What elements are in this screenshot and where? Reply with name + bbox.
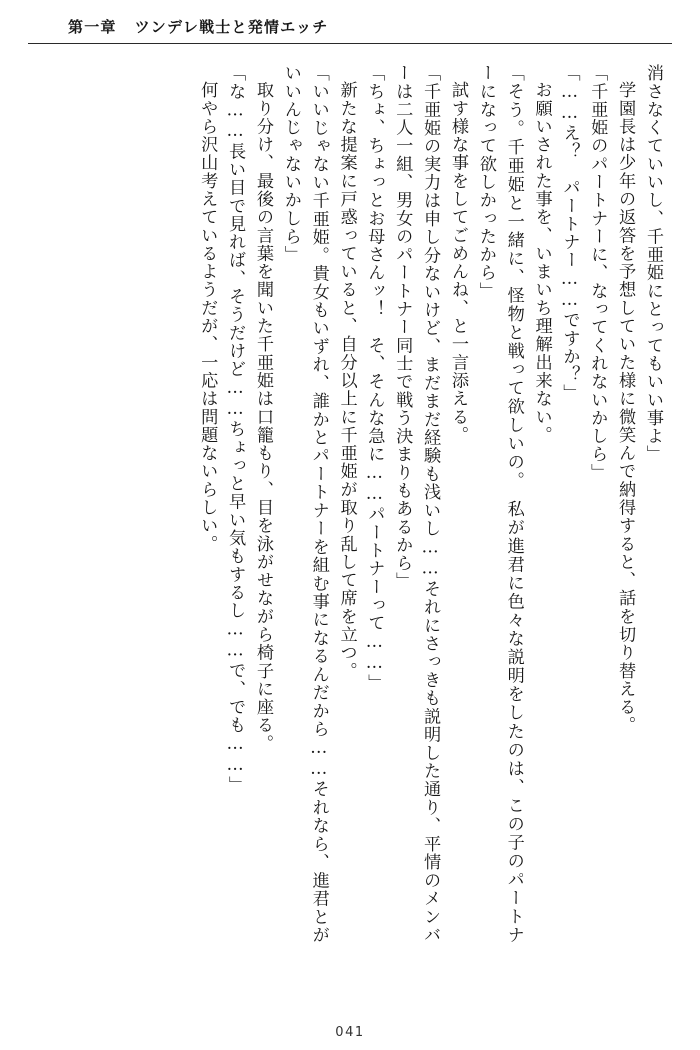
chapter-heading (68, 14, 672, 40)
paragraph: 新たな提案に戸惑っていると、自分以上に千亜姫が取り乱して席を立つ。 (336, 81, 357, 681)
paragraph: 何やら沢山考えているようだが、一応は問題ないらしい。 (197, 81, 218, 553)
paragraph: 学園長は少年の返答を予想していた様に微笑んで納得すると、話を切り替える。 (615, 81, 636, 735)
paragraph: 「いいじゃない千亜姫。貴女もいずれ、誰かとパートナーを組む事になるんだから……それなら、進君とがいいんじゃないかしら」 (280, 64, 329, 944)
paragraph: 「……え？ パートナー……ですか？」 (559, 64, 580, 402)
paragraph: 取り分け、最後の言葉を聞いた千亜姫は口籠もり、目を泳がせながら椅子に座る。 (252, 81, 273, 753)
paragraph: お願いされた事を、いまいち理解出来ない。 (531, 81, 552, 445)
paragraph: 「ちょ、ちょっとお母さんッ！ そ、そんな急に……パートナーって……」 (364, 64, 385, 693)
paragraph: 「な……長い目で見れば、そうだけど……ちょっと早い気もするし……で、でも……」 (225, 64, 246, 795)
page-number: 041 (335, 1025, 365, 1040)
chapter-title: ツンデレ戦士と発情エッチ (134, 18, 329, 36)
chapter-label: 第一章 (68, 18, 117, 36)
page-body (28, 58, 672, 1010)
page-footer (28, 1010, 672, 1040)
paragraph: 「千亜姫のパートナーに、なってくれないかしら」 (587, 64, 608, 482)
paragraph: 試す様な事をしてごめんね、と一言添える。 (447, 81, 468, 445)
paragraph: 「そう。千亜姫と一緒に、怪物と戦って欲しいの。 私が進君に色々な説明をしたのは、この子のパートナーになって欲しかったから」 (475, 64, 524, 944)
page-header (28, 14, 672, 48)
vertical-text-block (28, 64, 666, 944)
paragraph: 「千亜姫の実力は申し分ないけど、まだまだ経験も浅いし……それにさっきも説明した通り、平情のメンバーは二人一組、男女のパートナー同士で戦う決まりもあるから」 (392, 64, 441, 944)
paragraph: 消さなくていいし、千亜姫にとってもいい事よ」 (643, 64, 663, 464)
header-divider (28, 43, 672, 44)
